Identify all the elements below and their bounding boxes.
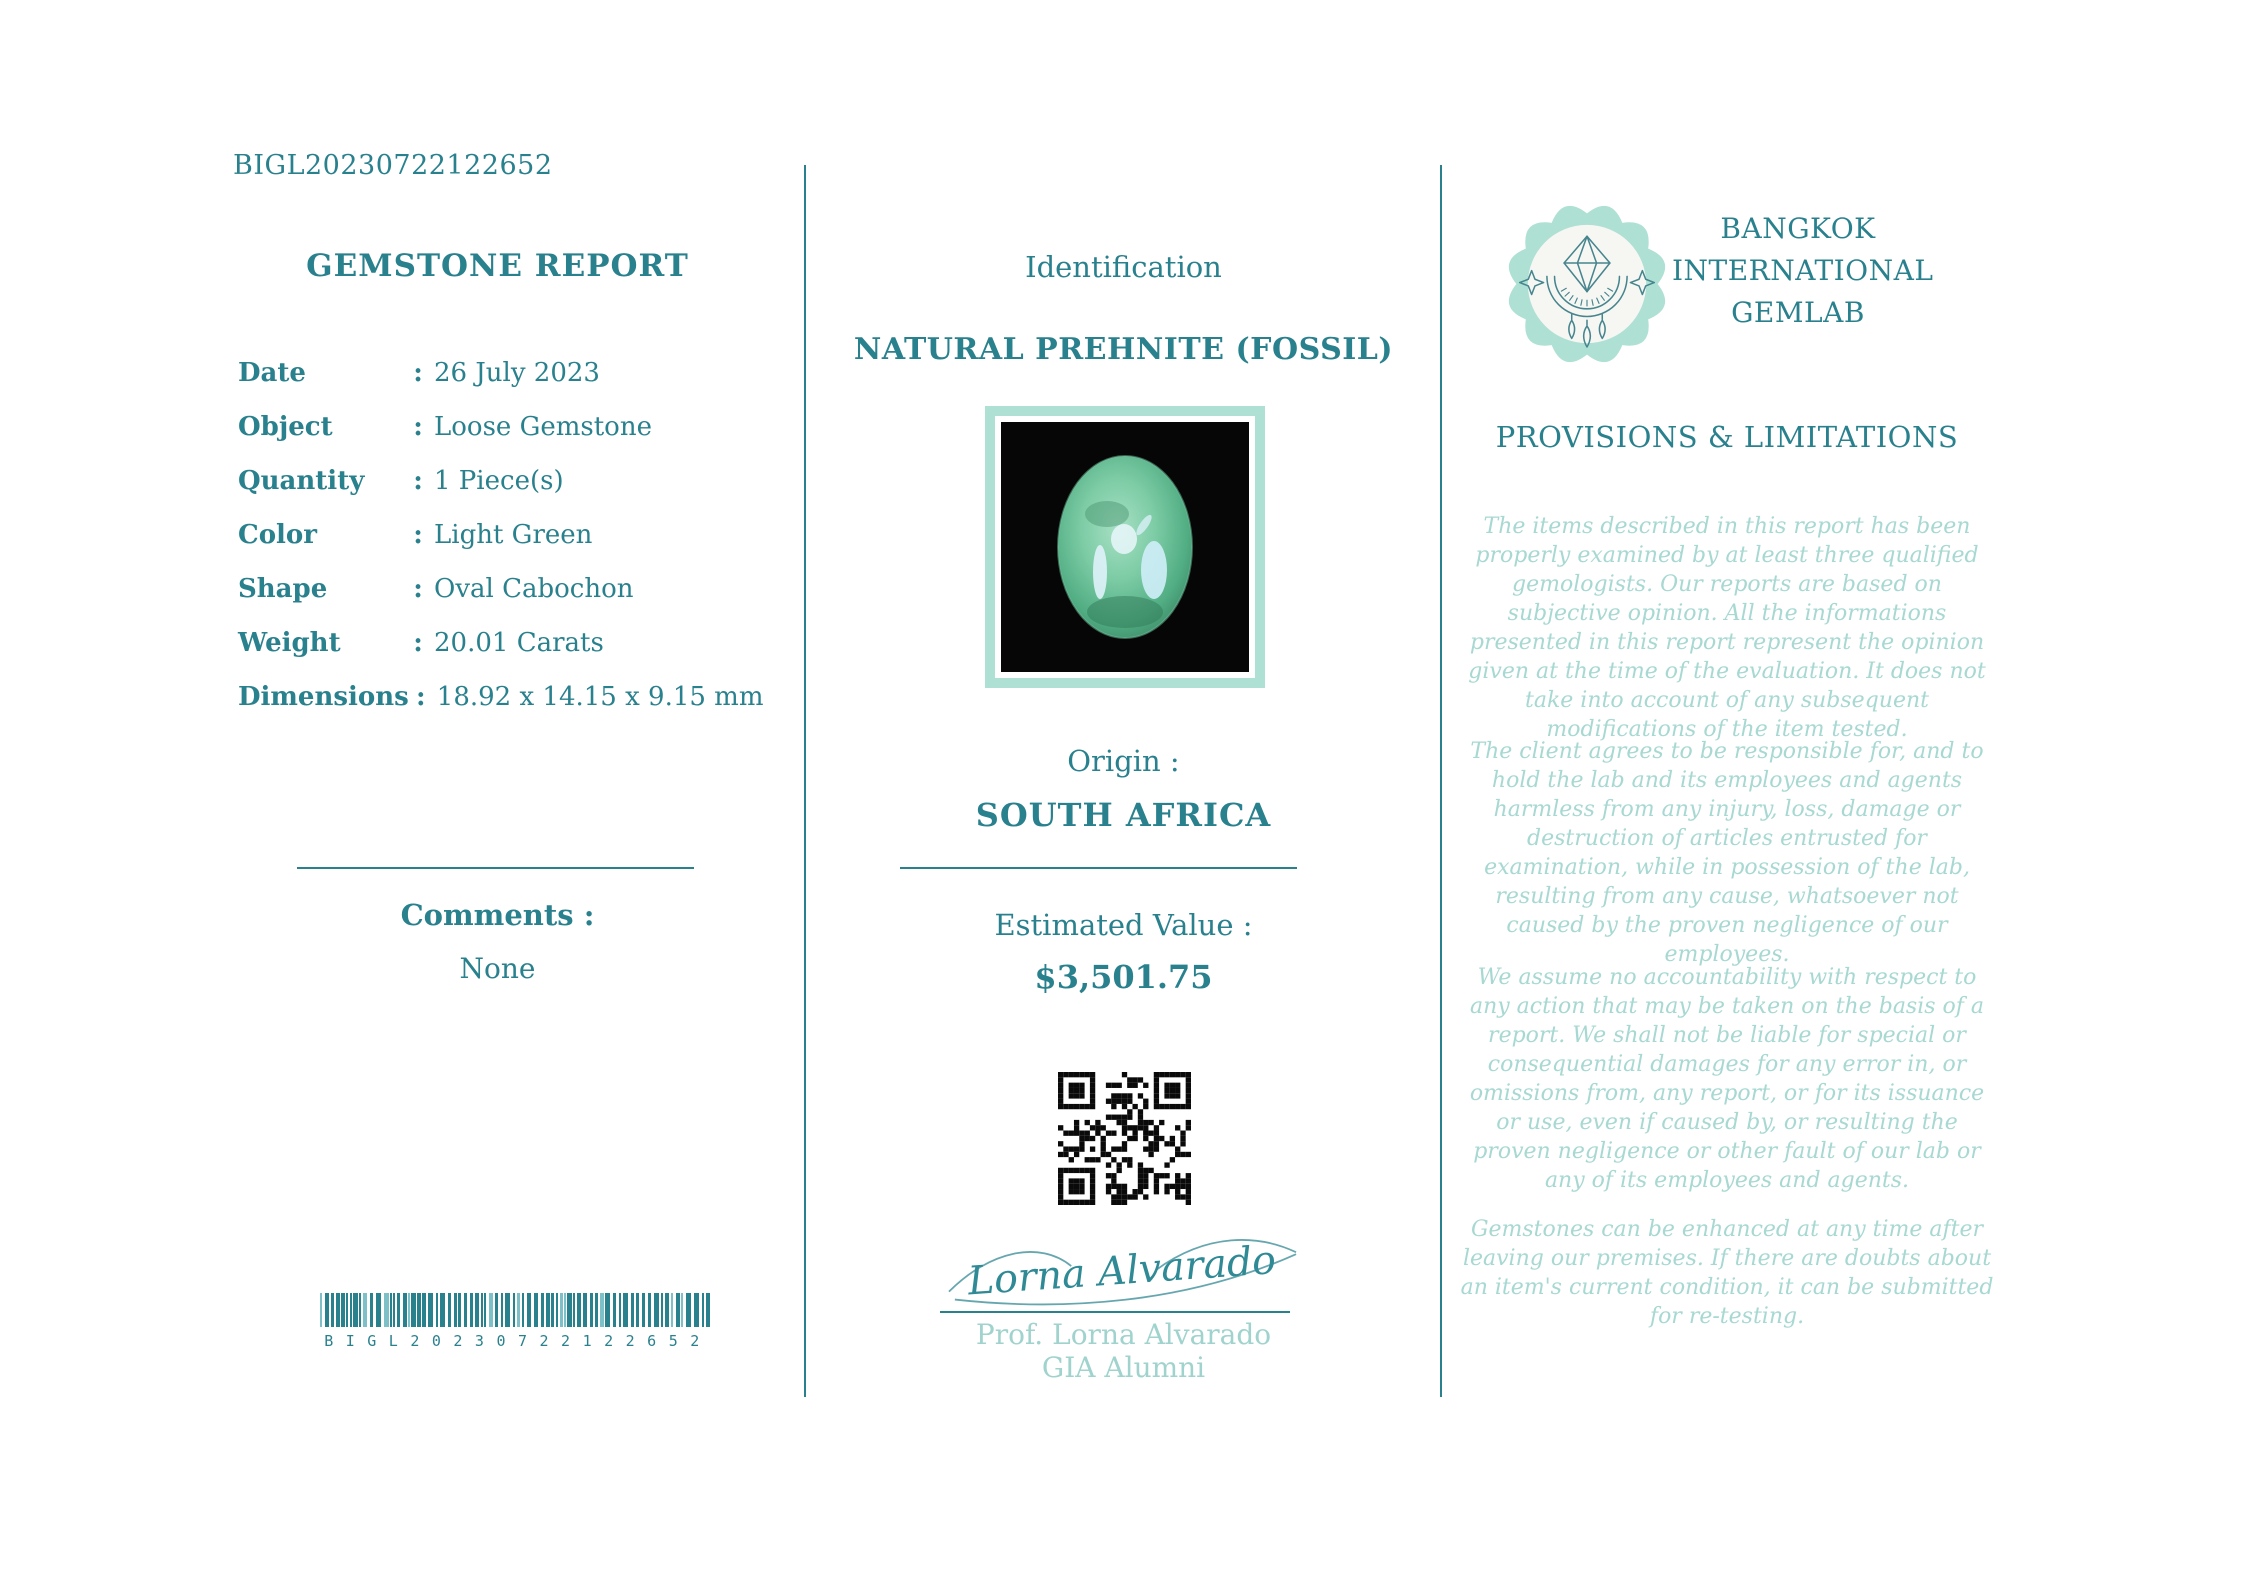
gem-details-table [238, 358, 764, 736]
table-row [238, 466, 760, 520]
field-value: Loose Gemstone [434, 412, 652, 442]
table-row [238, 574, 760, 628]
lab-name-line: GEMLAB [1731, 296, 1865, 329]
comments-divider [297, 867, 694, 869]
provisions-paragraph: We assume no accountability with respect to any action that may be taken on the basis of a report. We shall not be liable for special or consequential damages for any error in, or omissions from, any report, or for its issuance or use, even if caused by, or resulting the proven negligence or other fault of our lab or any of its employees and agents. [1469, 965, 1985, 1193]
field-value: 26 July 2023 [434, 358, 600, 388]
field-colon: : [415, 682, 426, 712]
report-number: BIGL20230722122652 [233, 150, 553, 181]
field-colon: : [413, 358, 423, 388]
field-colon: : [413, 412, 423, 442]
barcode-bars [320, 1293, 716, 1327]
field-label: Object [238, 412, 333, 442]
field-colon: : [413, 574, 423, 604]
field-value: 20.01 Carats [434, 628, 604, 658]
column-divider-left [804, 165, 806, 1397]
provisions-paragraph: The client agrees to be responsible for, and to hold the lab and its employees and agents harmless from any injury, loss, damage or destruction of articles entrusted for examination, while in possession of the lab, resulting from any cause, whatsoever not caused by the proven negligence of our employees. [1470, 739, 1984, 967]
table-row [238, 412, 760, 466]
barcode-text: BIGL20230722122652 [324, 1332, 712, 1350]
comments-value: None [459, 952, 536, 985]
comments-label: Comments : [400, 898, 595, 932]
lab-logo-badge [1503, 200, 1671, 368]
field-label: Dimensions [238, 682, 409, 712]
table-row [238, 628, 760, 682]
origin-value: SOUTH AFRICA [975, 796, 1272, 834]
field-value: 18.92 x 14.15 x 9.15 mm [436, 682, 764, 712]
signature [945, 1228, 1300, 1308]
field-label: Date [238, 358, 306, 388]
origin-label: Origin : [1067, 744, 1180, 778]
origin-divider [900, 867, 1297, 869]
gem-identification: NATURAL PREHNITE (FOSSIL) [853, 332, 1394, 367]
table-row [238, 520, 760, 574]
gem-cabochon-image [1001, 422, 1249, 672]
field-label: Shape [238, 574, 328, 604]
field-value: 1 Piece(s) [434, 466, 564, 496]
barcode [320, 1293, 716, 1350]
identification-heading: Identification [1025, 250, 1222, 284]
estimated-value-label: Estimated Value : [994, 908, 1253, 942]
estimated-value: $3,501.75 [1034, 958, 1213, 996]
signatory-name: Prof. Lorna Alvarado [975, 1318, 1272, 1351]
field-value: Light Green [434, 520, 593, 550]
lab-name [1672, 208, 1934, 334]
signature-text: Lorna Alvarado [966, 1237, 1278, 1305]
field-value: Oval Cabochon [434, 574, 634, 604]
provisions-paragraph: Gemstones can be enhanced at any time after leaving our premises. If there are doubts about an item's current condition, it can be submitted for re-testing. [1460, 1217, 1994, 1329]
gem-photo-frame [985, 406, 1265, 688]
field-label: Color [238, 520, 317, 550]
qr-code [1058, 1072, 1191, 1205]
table-row [238, 682, 764, 736]
field-colon: : [413, 628, 423, 658]
lab-name-line: BANGKOK [1720, 212, 1876, 245]
provisions-paragraph: The items described in this report has been properly examined by at least three qualified gemologists. Our reports are based on subjective opinion. All the informations presented in this report represent the opinion given at the time of the evaluation. It does not take into account of any subsequent modifications of the item tested. [1468, 514, 1986, 742]
field-label: Weight [238, 628, 341, 658]
provisions-title: PROVISIONS & LIMITATIONS [1495, 420, 1959, 454]
field-colon: : [413, 520, 423, 550]
lab-name-line: INTERNATIONAL [1672, 254, 1934, 287]
gem-photo [1001, 422, 1249, 672]
field-label: Quantity [238, 466, 365, 496]
table-row [238, 358, 760, 412]
page-title: GEMSTONE REPORT [306, 248, 689, 284]
column-divider-right [1440, 165, 1442, 1397]
signature-line [940, 1311, 1290, 1313]
field-colon: : [413, 466, 423, 496]
signatory-credential: GIA Alumni [1041, 1351, 1206, 1384]
